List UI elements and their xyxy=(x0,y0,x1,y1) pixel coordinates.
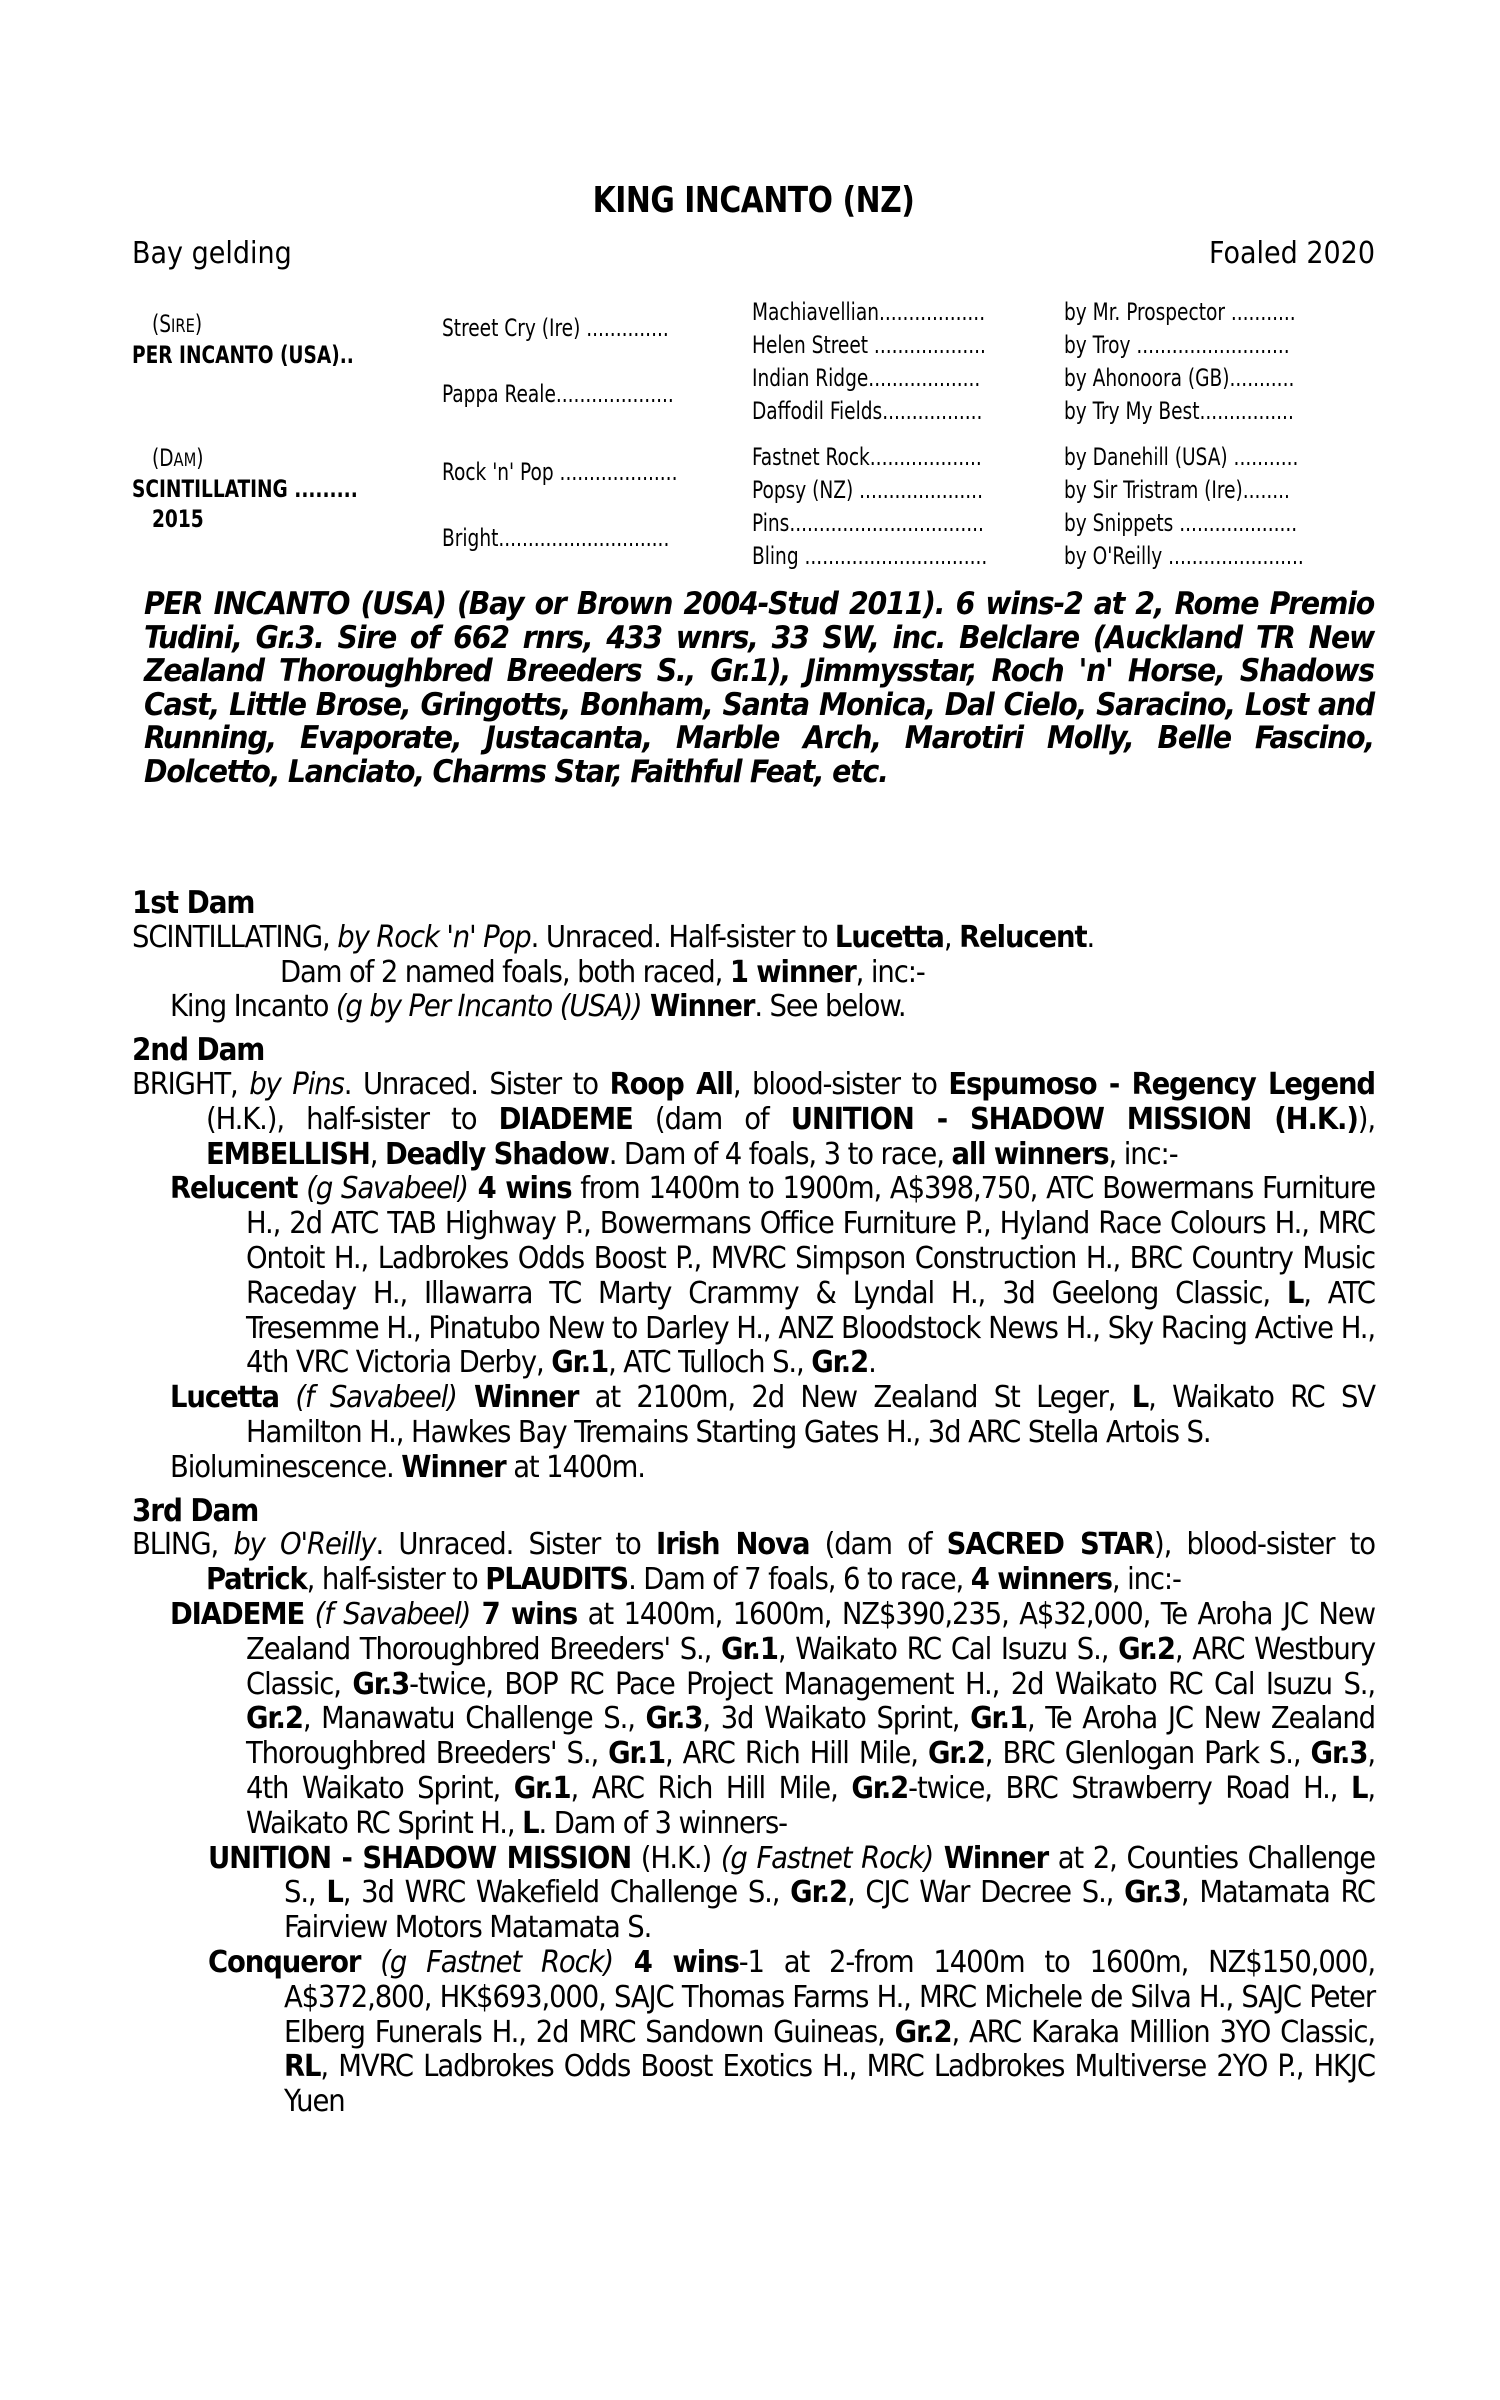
ped-gen4: by Mr. Prospector ........... xyxy=(1064,298,1296,326)
ped-gen2: Street Cry (Ire) .............. xyxy=(442,314,669,342)
page-title: KING INCANTO (NZ) xyxy=(592,180,915,221)
foal-entry-lucetta: Lucetta (f Savabeel) Winner at 2100m, 2d New Zealand St Leger, L, Waikato RC SV Hamilton H., Hawkes Bay Tremains Starting Gates H., 3d ARC Stella Artois S. xyxy=(170,1380,1375,1450)
colour-sex: Bay gelding xyxy=(132,236,292,271)
dam-name: SCINTILLATING ......... xyxy=(132,475,358,503)
dam-label: (DAM) xyxy=(152,444,204,472)
ped-gen3: Bling ............................... xyxy=(752,542,988,570)
section-heading-1st-dam: 1st Dam xyxy=(132,885,255,921)
ped-gen3: Pins................................. xyxy=(752,509,984,537)
ped-gen3: Daffodil Fields................. xyxy=(752,397,983,425)
foal-entry-unition: UNITION - SHADOW MISSION (H.K.) (g Fastnet Rock) Winner at 2, Counties Challenge S., L, 3d WRC Wakefield Challenge S., Gr.2, CJC War Decree S., Gr.3, Matamata RC Fairview Motors Matamata S. xyxy=(208,1840,1375,1946)
ped-gen4: by Danehill (USA) ........... xyxy=(1064,443,1299,471)
ped-gen2: Bright............................. xyxy=(442,524,670,552)
sire-label: (SIRE) xyxy=(152,310,203,338)
ped-gen4: by Sir Tristram (Ire)........ xyxy=(1064,476,1290,504)
ped-gen3: Fastnet Rock................... xyxy=(752,443,982,471)
ped-gen2: Pappa Reale.................... xyxy=(442,380,674,408)
section-heading-2nd-dam: 2nd Dam xyxy=(132,1032,265,1069)
subheader xyxy=(132,236,1375,271)
foal-entry-diademe: DIADEME (f Savabeel) 7 wins at 1400m, 1600m, NZ$390,235, A$32,000, Te Aroha JC New Zealand Thoroughbred Breeders' S., Gr.1, Waikato RC Cal Isuzu S., Gr.2, ARC Westbury Classic, Gr.3-twice, BOP RC Pace Project Management H., 2d Waikato RC Cal Isuzu S., Gr.2, Manawatu Challenge S., Gr.3, 3d Waikato Sprint, Gr.1, Te Aroha JC New Zealand Thoroughbred Breeders' S., Gr.1, ARC Rich Hill Mile, Gr.2, BRC Glenlogan Park S., Gr.3, 4th Waikato Sprint, Gr.1, ARC Rich Hill Mile, Gr.2-twice, BRC Strawberry Road H., L, Waikato RC Sprint H., L. Dam of 3 winners- xyxy=(170,1596,1376,1841)
dam1-foal: King Incanto (g by Per Incanto (USA)) Winner. See below. xyxy=(170,989,906,1025)
sire-name: PER INCANTO (USA).. xyxy=(132,341,354,369)
dam1-entry: SCINTILLATING, by Rock 'n' Pop. Unraced. Half-sister to Lucetta, Relucent. Dam of 2 named foals, both raced, 1 winner, inc:- xyxy=(132,919,1095,990)
dam3-entry: BLING, by O'Reilly. Unraced. Sister to Irish Nova (dam of SACRED STAR), blood-sister to Patrick, half-sister to PLAUDITS. Dam of 7 foals, 6 to race, 4 winners, inc:- xyxy=(132,1527,1375,1598)
ped-gen3: Popsy (NZ) ..................... xyxy=(752,476,983,504)
ped-gen4: by Snippets .................... xyxy=(1064,509,1298,537)
ped-gen3: Indian Ridge................... xyxy=(752,364,981,392)
ped-gen3: Machiavellian.................. xyxy=(752,298,986,326)
section-heading-3rd-dam: 3rd Dam xyxy=(132,1492,259,1529)
ped-gen3: Helen Street ................... xyxy=(752,331,986,359)
ped-gen2: Rock 'n' Pop .................... xyxy=(442,458,678,486)
dam2-entry: BRIGHT, by Pins. Unraced. Sister to Roop All, blood-sister to Espumoso - Regency Legend (H.K.), half-sister to DIADEME (dam of UNITION - SHADOW MISSION (H.K.)), EMBELLISH, Deadly Shadow. Dam of 4 foals, 3 to race, all winners, inc:- xyxy=(132,1066,1376,1172)
foaled-year: Foaled 2020 xyxy=(1209,236,1375,271)
ped-gen4: by O'Reilly ....................... xyxy=(1064,542,1304,570)
ped-gen4: by Ahonoora (GB)........... xyxy=(1064,364,1295,392)
dam-year: 2015 xyxy=(152,505,204,533)
foal-entry-bioluminescence: Bioluminescence. Winner at 1400m. xyxy=(170,1449,645,1485)
foal-entry-conqueror: Conqueror (g Fastnet Rock) 4 wins-1 at 2-from 1400m to 1600m, NZ$150,000, A$372,800, HK$693,000, SAJC Thomas Farms H., MRC Michele de Silva H., SAJC Peter Elberg Funerals H., 2d MRC Sandown Guineas, Gr.2, ARC Karaka Million 3YO Classic, RL, MVRC Ladbrokes Odds Boost Exotics H., MRC Ladbrokes Multiverse 2YO P., HKJC Yuen xyxy=(208,1944,1375,2120)
ped-gen4: by Try My Best................ xyxy=(1064,397,1294,425)
female-family xyxy=(132,878,1375,2120)
foal-entry-relucent: Relucent (g Savabeel) 4 wins from 1400m to 1900m, A$398,750, ATC Bowermans Furniture H., 2d ATC TAB Highway P., Bowermans Office Furniture P., Hyland Race Colours H., MRC Ontoit H., Ladbrokes Odds Boost P., MVRC Simpson Construction H., BRC Country Music Raceday H., Illawarra TC Marty Crammy & Lyndal H., 3d Geelong Classic, L, ATC Tresemme H., Pinatubo New to Darley H., ANZ Bloodstock News H., Sky Racing Active H., 4th VRC Victoria Derby, Gr.1, ATC Tulloch S., Gr.2. xyxy=(170,1171,1375,1381)
ped-gen4: by Troy .......................... xyxy=(1064,331,1290,359)
sire-paragraph: PER INCANTO (USA) (Bay or Brown 2004-Stud 2011). 6 wins-2 at 2, Rome Premio Tudini, Gr.3. Sire of 662 rnrs, 433 wnrs, 33 SW, inc. Belclare (Auckland TR New Zealand Thoroughbred Breeders S., Gr.1), Jimmysstar, Roch 'n' Horse, Shadows Cast, Little Brose, Gringotts, Bonham, Santa Monica, Dal Cielo, Saracino, Lost and Running, Evaporate, Justacanta, Marble Arch, Marotiri Molly, Belle Fascino, Dolcetto, Lanciato, Charms Star, Faithful Feat, etc. xyxy=(144,586,1374,790)
